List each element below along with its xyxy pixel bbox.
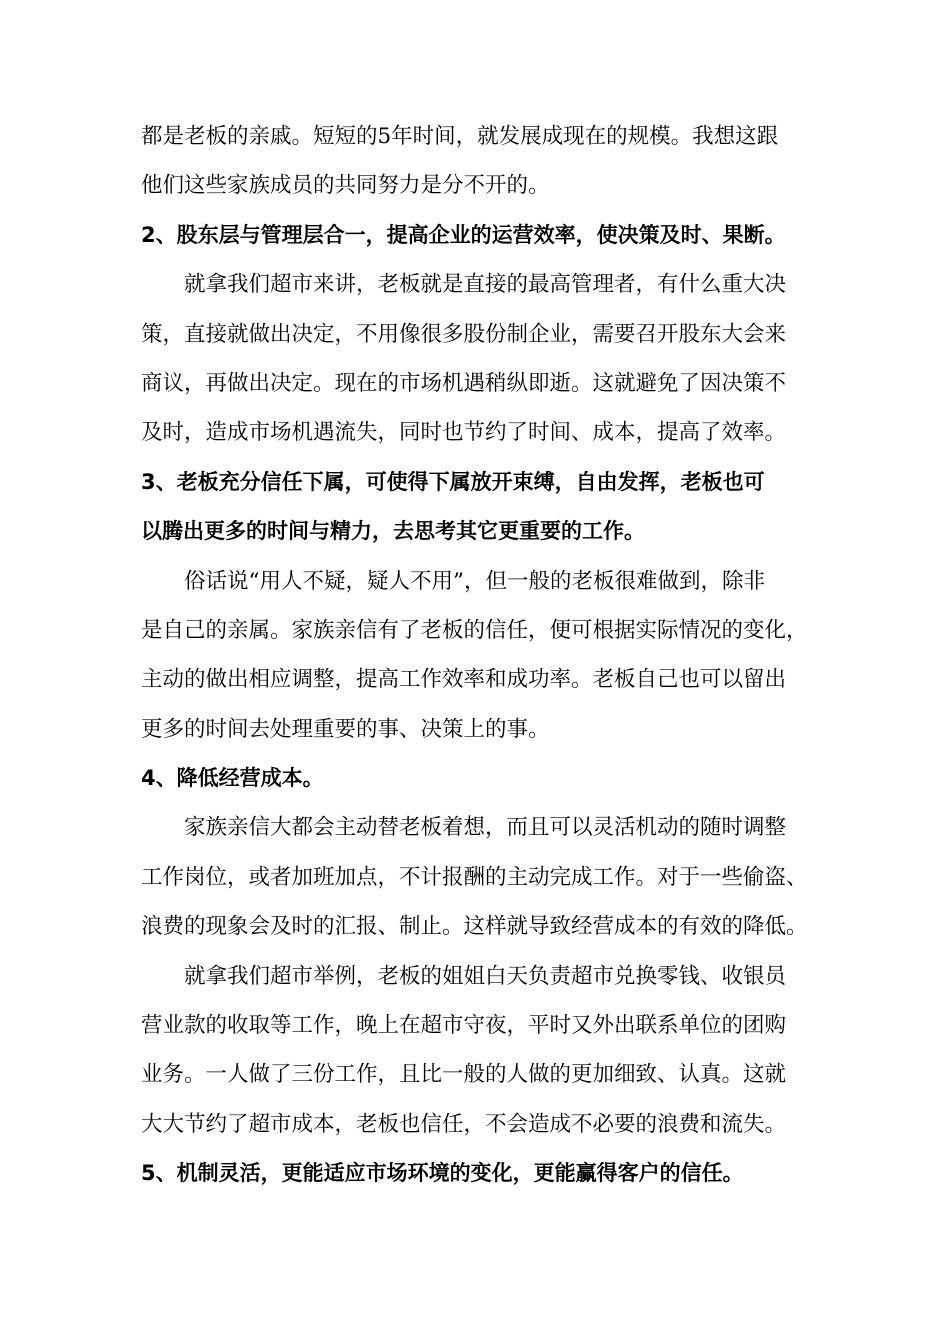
body-text-line: 营业款的收取等工作，晚上在超市守夜，平时又外出联系单位的团购 [141, 1013, 787, 1039]
body-text-line: 大大节约了超市成本，老板也信任，不会造成不必要的浪费和流失。 [141, 1111, 787, 1137]
section-heading: 4、降低经营成本。 [141, 766, 324, 791]
body-text-line: 家族亲信大都会主动替老板着想，而且可以灵活机动的随时调整 [184, 815, 787, 841]
section-heading: 以腾出更多的时间与精力，去思考其它更重要的工作。 [141, 519, 645, 544]
body-text-line: 主动的做出相应调整，提高工作效率和成功率。老板自己也可以留出 [141, 667, 787, 693]
body-text-line: 工作岗位，或者加班加点，不计报酬的主动完成工作。对于一些偷盗、 [141, 864, 808, 890]
body-text-line: 业务。一人做了三份工作，且比一般的人做的更加细致、认真。这就 [141, 1062, 787, 1088]
body-text-line: 浪费的现象会及时的汇报、制止。这样就导致经营成本的有效的降低。 [141, 914, 808, 940]
body-text-line: 更多的时间去处理重要的事、决策上的事。 [141, 716, 550, 742]
body-text-line: 就拿我们超市来讲，老板就是直接的最高管理者，有什么重大决 [184, 272, 787, 298]
body-text-line: 是自己的亲属。家族亲信有了老板的信任，便可根据实际情况的变化， [141, 617, 808, 643]
body-text-line: 俗话说“用人不疑，疑人不用”，但一般的老板很难做到，除非 [184, 568, 765, 594]
body-text-line: 策，直接就做出决定，不用像很多股份制企业，需要召开股东大会来 [141, 321, 787, 347]
section-heading: 2、股东层与管理层合一，提高企业的运营效率，使决策及时、果断。 [141, 222, 786, 247]
body-text-line: 他们这些家族成员的共同努力是分不开的。 [141, 173, 550, 199]
body-text-line: 都是老板的亲戚。短短的5年时间，就发展成现在的规模。我想这跟 [141, 124, 779, 149]
section-heading: 5、机制灵活，更能适应市场环境的变化，更能赢得客户的信任。 [141, 1161, 744, 1186]
body-text-line: 商议，再做出决定。现在的市场机遇稍纵即逝。这就避免了因决策不 [141, 370, 787, 396]
document-page [141, 112, 831, 1199]
section-heading: 3、老板充分信任下属，可使得下属放开束缚，自由发挥，老板也可 [141, 469, 765, 494]
body-text-line: 及时，造成市场机遇流失，同时也节约了时间、成本，提高了效率。 [141, 420, 787, 446]
body-text-line: 就拿我们超市举例，老板的姐姐白天负责超市兑换零钱、收银员 [184, 963, 787, 989]
